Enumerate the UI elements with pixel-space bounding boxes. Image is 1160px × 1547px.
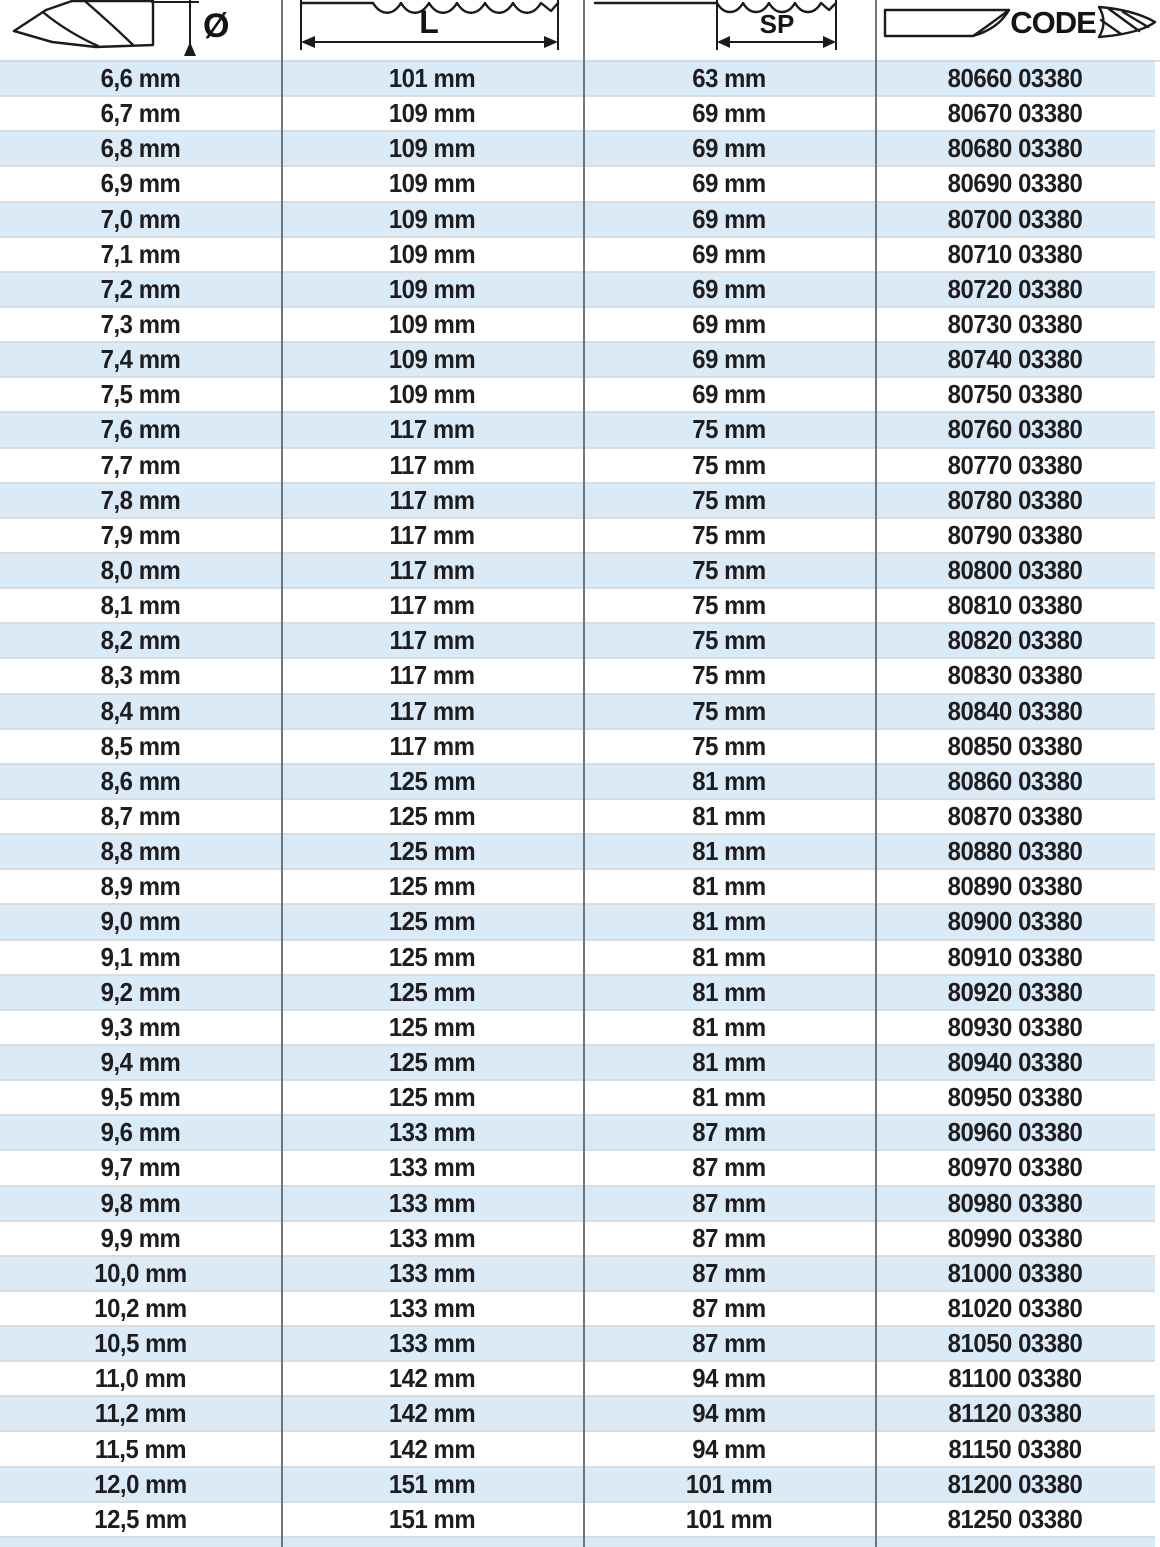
total-length-symbol: L (419, 4, 439, 40)
cell-spiral: 69 mm (692, 273, 766, 304)
cell-diameter: 10,5 mm (94, 1328, 187, 1359)
cell-length: 117 mm (389, 555, 475, 586)
table-row (0, 1362, 1155, 1397)
cell-code: 80690 03380 (947, 168, 1083, 199)
cell-length: 125 mm (388, 836, 476, 867)
partial-next-row (0, 1538, 1155, 1547)
cell-code: 80700 03380 (947, 203, 1083, 234)
table-row (0, 624, 1155, 659)
cell-diameter: 8,4 mm (100, 695, 181, 726)
cell-code: 80960 03380 (947, 1117, 1083, 1148)
table-row (0, 343, 1155, 378)
cell-code: 80890 03380 (947, 871, 1083, 902)
table-row (0, 765, 1155, 800)
cell-code: 80910 03380 (947, 941, 1083, 972)
cell-length: 109 mm (388, 168, 476, 199)
cell-length: 125 mm (388, 906, 476, 937)
table-row (0, 308, 1155, 343)
cell-diameter: 11,5 mm (94, 1433, 187, 1464)
cell-code: 80950 03380 (947, 1082, 1083, 1113)
header-spiral-length-column (583, 0, 875, 60)
cell-length: 117 mm (389, 730, 475, 761)
cell-code: 80740 03380 (947, 344, 1083, 375)
cell-diameter: 8,2 mm (100, 625, 181, 656)
cell-length: 151 mm (388, 1468, 476, 1499)
cell-diameter: 8,0 mm (100, 555, 181, 586)
cell-code: 80750 03380 (947, 379, 1083, 410)
cell-code: 80930 03380 (947, 1011, 1083, 1042)
cell-length: 109 mm (388, 98, 476, 129)
cell-code: 80770 03380 (947, 449, 1083, 480)
cell-length: 109 mm (388, 379, 476, 410)
cell-code: 80850 03380 (947, 730, 1083, 761)
cell-spiral: 94 mm (692, 1398, 766, 1429)
header-code-column (875, 0, 1160, 60)
table-row (0, 1151, 1155, 1186)
diameter-diagram-icon (0, 0, 281, 60)
cell-diameter: 7,0 mm (100, 203, 181, 234)
table-row (0, 800, 1155, 835)
cell-code: 81120 03380 (948, 1398, 1082, 1429)
cell-spiral: 87 mm (692, 1117, 766, 1148)
cell-diameter: 7,1 mm (100, 238, 181, 269)
cell-diameter: 6,9 mm (100, 168, 181, 199)
diameter-symbol: Ø (203, 7, 230, 45)
table-row (0, 1397, 1155, 1432)
cell-code: 80840 03380 (947, 695, 1083, 726)
cell-code: 80830 03380 (947, 660, 1083, 691)
cell-length: 117 mm (389, 625, 475, 656)
cell-spiral: 81 mm (692, 1011, 766, 1042)
cell-length: 125 mm (388, 1047, 476, 1077)
table-row (0, 589, 1155, 624)
cell-code: 80860 03380 (947, 765, 1083, 796)
cell-code: 80660 03380 (947, 63, 1083, 94)
cell-spiral: 87 mm (692, 1328, 766, 1359)
spiral-length-symbol: SP (759, 9, 795, 39)
cell-spiral: 87 mm (692, 1187, 766, 1218)
cell-spiral: 69 mm (692, 344, 766, 375)
cell-spiral: 69 mm (692, 133, 766, 164)
cell-spiral: 94 mm (692, 1433, 766, 1464)
cell-code: 80680 03380 (947, 133, 1083, 164)
cell-diameter: 7,4 mm (100, 344, 181, 375)
table-row (0, 1432, 1155, 1467)
cell-diameter: 9,8 mm (100, 1187, 181, 1218)
cell-diameter: 8,9 mm (100, 871, 181, 902)
cell-spiral: 69 mm (692, 168, 766, 199)
cell-length: 125 mm (388, 801, 476, 832)
table-row (0, 554, 1155, 589)
cell-diameter: 7,7 mm (100, 449, 181, 480)
cell-spiral: 87 mm (692, 1257, 766, 1288)
table-row (0, 238, 1155, 273)
cell-length: 125 mm (388, 941, 476, 972)
cell-diameter: 6,6 mm (100, 63, 181, 94)
cell-code: 81150 03380 (948, 1433, 1082, 1464)
cell-code: 80820 03380 (947, 625, 1083, 656)
cell-length: 125 mm (388, 765, 476, 796)
table-row (0, 1187, 1155, 1222)
cell-code: 80720 03380 (947, 273, 1083, 304)
cell-spiral: 75 mm (692, 414, 766, 445)
cell-diameter: 8,6 mm (100, 765, 181, 796)
cell-diameter: 7,3 mm (100, 309, 181, 340)
cell-code: 81000 03380 (947, 1257, 1083, 1288)
cell-diameter: 9,1 mm (100, 941, 181, 972)
cell-length: 133 mm (388, 1187, 476, 1218)
cell-code: 80980 03380 (947, 1187, 1083, 1218)
cell-length: 117 mm (389, 660, 475, 691)
cell-length: 109 mm (388, 344, 476, 375)
cell-spiral: 75 mm (692, 695, 766, 726)
cell-length: 109 mm (388, 273, 476, 304)
table-row (0, 1503, 1155, 1538)
header-diameter-column (0, 0, 281, 60)
cell-diameter: 8,3 mm (100, 660, 181, 691)
cell-diameter: 7,9 mm (100, 519, 181, 550)
cell-spiral: 87 mm (692, 1292, 766, 1323)
cell-code: 80800 03380 (947, 555, 1083, 586)
length-diagram-icon (281, 0, 583, 60)
cell-spiral: 81 mm (692, 765, 766, 796)
table-row (0, 1468, 1155, 1503)
table-row (0, 835, 1155, 870)
cell-code: 80730 03380 (947, 309, 1083, 340)
cell-spiral: 75 mm (692, 519, 766, 550)
cell-code: 81250 03380 (947, 1503, 1083, 1534)
column-divider (281, 0, 283, 1547)
cell-length: 117 mm (389, 590, 475, 621)
table-row (0, 730, 1155, 765)
cell-diameter: 6,7 mm (100, 98, 181, 129)
table-row (0, 1046, 1155, 1081)
cell-spiral: 101 mm (685, 1468, 773, 1499)
table-row (0, 659, 1155, 694)
cell-code: 80990 03380 (947, 1222, 1083, 1253)
cell-length: 117 mm (389, 695, 475, 726)
cell-code: 80760 03380 (947, 414, 1083, 445)
cell-diameter: 12,5 mm (94, 1503, 187, 1534)
cell-code: 80970 03380 (947, 1152, 1083, 1183)
cell-spiral: 81 mm (692, 941, 766, 972)
table-row (0, 519, 1155, 554)
cell-code: 80940 03380 (947, 1047, 1083, 1077)
cell-diameter: 10,0 mm (94, 1257, 187, 1288)
cell-diameter: 8,5 mm (100, 730, 181, 761)
cell-length: 125 mm (388, 976, 476, 1007)
cell-diameter: 9,4 mm (100, 1047, 181, 1077)
table-row (0, 449, 1155, 484)
table-body (0, 62, 1160, 1538)
cell-diameter: 12,0 mm (94, 1468, 187, 1499)
cell-length: 109 mm (388, 309, 476, 340)
column-divider (875, 0, 877, 1547)
cell-length: 133 mm (388, 1117, 476, 1148)
cell-spiral: 69 mm (692, 238, 766, 269)
cell-spiral: 81 mm (692, 976, 766, 1007)
table-row (0, 203, 1155, 238)
table-header (0, 0, 1160, 62)
cell-length: 133 mm (388, 1152, 476, 1183)
cell-length: 142 mm (388, 1433, 476, 1464)
cell-length: 151 mm (388, 1503, 476, 1534)
cell-length: 109 mm (388, 133, 476, 164)
table-row (0, 378, 1155, 413)
cell-spiral: 81 mm (692, 906, 766, 937)
cell-spiral: 94 mm (692, 1363, 766, 1394)
cell-spiral: 81 mm (692, 801, 766, 832)
cell-diameter: 11,0 mm (94, 1363, 187, 1394)
cell-code: 80710 03380 (947, 238, 1083, 269)
cell-spiral: 75 mm (692, 484, 766, 515)
cell-length: 101 mm (388, 63, 476, 94)
cell-diameter: 6,8 mm (100, 133, 181, 164)
cell-diameter: 8,8 mm (100, 836, 181, 867)
cell-length: 133 mm (388, 1292, 476, 1323)
cell-spiral: 69 mm (692, 98, 766, 129)
cell-spiral: 75 mm (692, 555, 766, 586)
table-row (0, 976, 1155, 1011)
cell-length: 133 mm (388, 1222, 476, 1253)
table-row (0, 1116, 1155, 1151)
cell-spiral: 75 mm (692, 449, 766, 480)
cell-spiral: 81 mm (692, 836, 766, 867)
cell-diameter: 11,2 mm (94, 1398, 187, 1429)
cell-diameter: 9,9 mm (100, 1222, 181, 1253)
table-row (0, 62, 1155, 97)
cell-spiral: 69 mm (692, 309, 766, 340)
cell-spiral: 69 mm (692, 203, 766, 234)
cell-spiral: 75 mm (692, 660, 766, 691)
cell-diameter: 9,2 mm (100, 976, 181, 1007)
cell-diameter: 7,5 mm (100, 379, 181, 410)
cell-diameter: 7,2 mm (100, 273, 181, 304)
table-row (0, 870, 1155, 905)
cell-spiral: 101 mm (685, 1503, 773, 1534)
cell-spiral: 75 mm (692, 730, 766, 761)
cell-diameter: 8,1 mm (100, 590, 181, 621)
table-row (0, 1222, 1155, 1257)
table-row (0, 484, 1155, 519)
table-row (0, 1292, 1155, 1327)
table-row (0, 97, 1155, 132)
code-diagram-icon (875, 0, 1160, 60)
cell-code: 80880 03380 (947, 836, 1083, 867)
cell-code: 80870 03380 (947, 801, 1083, 832)
cell-diameter: 8,7 mm (100, 801, 181, 832)
table-row (0, 1011, 1155, 1046)
cell-code: 80920 03380 (947, 976, 1083, 1007)
cell-length: 142 mm (388, 1398, 476, 1429)
cell-code: 80670 03380 (947, 98, 1083, 129)
cell-diameter: 9,5 mm (100, 1082, 181, 1113)
cell-code: 81050 03380 (947, 1328, 1083, 1359)
cell-spiral: 69 mm (692, 379, 766, 410)
cell-spiral: 75 mm (692, 590, 766, 621)
cell-length: 125 mm (388, 871, 476, 902)
cell-diameter: 9,6 mm (100, 1117, 181, 1148)
table-row (0, 695, 1155, 730)
column-divider (583, 0, 585, 1547)
cell-diameter: 7,6 mm (100, 414, 181, 445)
cell-code: 80900 03380 (947, 906, 1083, 937)
cell-spiral: 63 mm (692, 63, 766, 94)
cell-length: 125 mm (388, 1082, 476, 1113)
table-row (0, 941, 1155, 976)
cell-length: 109 mm (388, 203, 476, 234)
cell-spiral: 75 mm (692, 625, 766, 656)
spiral-length-diagram-icon (583, 0, 875, 60)
table-row (0, 273, 1155, 308)
cell-code: 81200 03380 (947, 1468, 1083, 1499)
cell-diameter: 9,0 mm (100, 906, 181, 937)
cell-spiral: 81 mm (692, 1047, 766, 1077)
cell-diameter: 9,7 mm (100, 1152, 181, 1183)
cell-code: 80780 03380 (947, 484, 1083, 515)
cell-spiral: 87 mm (692, 1152, 766, 1183)
cell-length: 125 mm (388, 1011, 476, 1042)
cell-spiral: 87 mm (692, 1222, 766, 1253)
cell-code: 80810 03380 (947, 590, 1083, 621)
table-row (0, 167, 1155, 202)
table-row (0, 905, 1155, 940)
cell-length: 133 mm (388, 1257, 476, 1288)
cell-length: 117 mm (389, 519, 475, 550)
cell-length: 117 mm (389, 414, 475, 445)
cell-code: 81020 03380 (947, 1292, 1083, 1323)
cell-length: 109 mm (388, 238, 476, 269)
cell-spiral: 81 mm (692, 1082, 766, 1113)
cell-length: 117 mm (389, 449, 475, 480)
cell-diameter: 10,2 mm (94, 1292, 187, 1323)
cell-length: 142 mm (388, 1363, 476, 1394)
cell-length: 133 mm (388, 1328, 476, 1359)
header-total-length-column (281, 0, 583, 60)
cell-code: 80790 03380 (947, 519, 1083, 550)
table-row (0, 1257, 1155, 1292)
cell-diameter: 9,3 mm (100, 1011, 181, 1042)
cell-diameter: 7,8 mm (100, 484, 181, 515)
table-row (0, 1327, 1155, 1362)
table-row (0, 413, 1155, 448)
code-symbol: CODE (1010, 5, 1096, 40)
table-row (0, 1081, 1155, 1116)
cell-length: 117 mm (389, 484, 475, 515)
cell-code: 81100 03380 (948, 1363, 1082, 1394)
table-row (0, 132, 1155, 167)
cell-spiral: 81 mm (692, 871, 766, 902)
